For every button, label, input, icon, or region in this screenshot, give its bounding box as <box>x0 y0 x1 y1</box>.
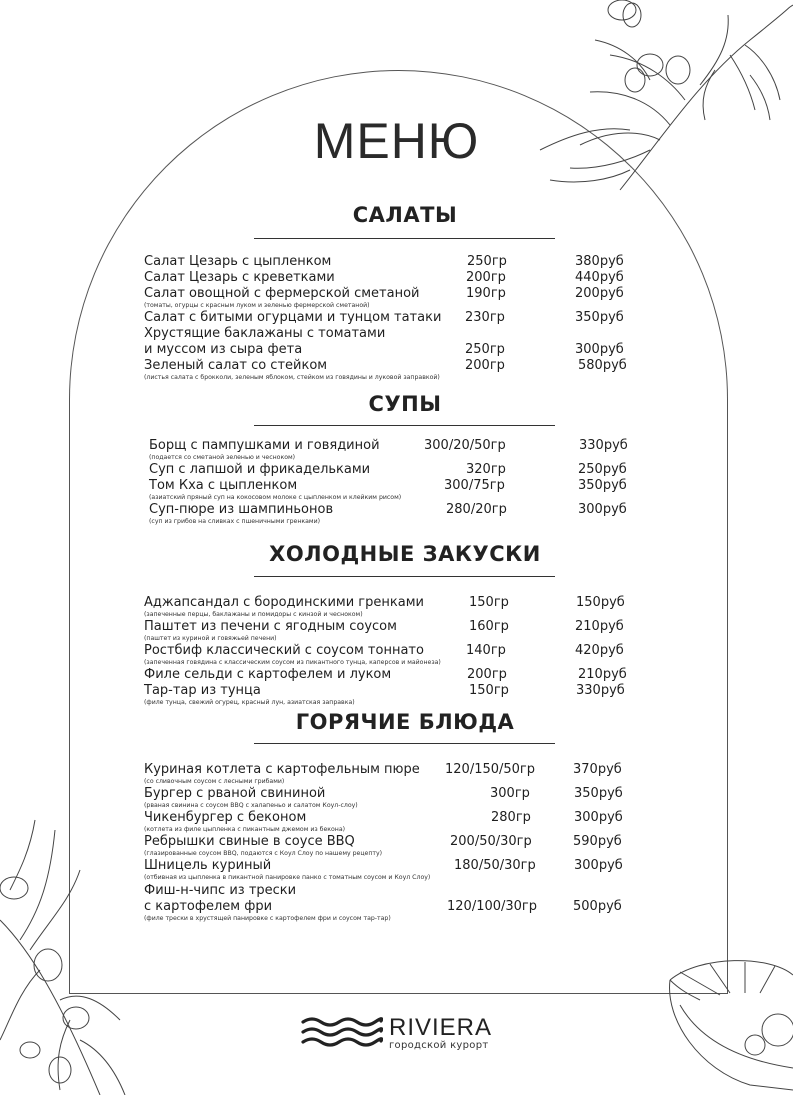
section-title-hot-dishes: ГОРЯЧИЕ БЛЮДА <box>295 710 515 734</box>
item-price: 580руб <box>578 358 627 373</box>
item-name: Ребрышки свиные в соусе BBQ <box>144 834 355 849</box>
item-weight: 150гр <box>469 683 509 698</box>
item-description: (паштет из куриной и говяжьей печени) <box>144 635 277 642</box>
item-description: (филе трески в хрустящей панировке с картофелем фри и соусом тар-тар) <box>144 915 391 922</box>
item-name: Борщ с пампушками и говядиной <box>149 438 380 453</box>
item-weight: 300/20/50гр <box>424 438 506 453</box>
item-name: Филе сельди с картофелем и луком <box>144 667 392 682</box>
item-weight: 250гр <box>465 342 505 357</box>
item-price: 250руб <box>578 462 627 477</box>
item-description: (отбивная из цыпленка в пикантной панировке панко с томатным соусом и Коул Слоу) <box>144 874 431 881</box>
item-price: 300руб <box>578 502 627 517</box>
item-weight: 120/100/30гр <box>447 899 538 914</box>
brand-name: RIVIERA <box>389 1014 493 1041</box>
item-price: 370руб <box>573 762 622 777</box>
item-weight: 300/75гр <box>444 478 505 493</box>
item-weight: 200гр <box>466 270 506 285</box>
orange-slice-illustration <box>660 960 793 1095</box>
item-description: (томаты, огурцы с красным луком и зеленью фермерской сметаной) <box>144 302 370 309</box>
item-price: 420руб <box>575 643 624 658</box>
item-description: (подается со сметаной зеленью и чесноком) <box>149 454 296 461</box>
item-weight: 120/150/50гр <box>445 762 536 777</box>
item-weight: 300гр <box>490 786 530 801</box>
item-price: 590руб <box>573 834 622 849</box>
item-weight: 200гр <box>465 358 505 373</box>
item-weight: 200гр <box>467 667 507 682</box>
item-name: Тар-тар из тунца <box>144 683 261 698</box>
section-title-salads: САЛАТЫ <box>352 203 458 227</box>
item-name: Аджапсандал с бородинскими гренками <box>144 595 424 610</box>
riviera-waves-logo-icon <box>301 1016 383 1050</box>
item-weight: 200/50/30гр <box>450 834 532 849</box>
item-name: Паштет из печени с ягодным соусом <box>144 619 397 634</box>
item-description: (со сливочным соусом с лесными грибами) <box>144 778 285 785</box>
item-price: 200руб <box>575 286 624 301</box>
item-description: (глазированные соусом BBQ, подаются с Коул Слоу по нашему рецепту) <box>144 850 383 857</box>
item-price: 350руб <box>575 310 624 325</box>
item-description: (запеченные перцы, баклажаны и помидоры с кинзой и чесноком) <box>144 611 363 618</box>
item-name: Куриная котлета с картофельным пюре <box>144 762 420 777</box>
item-name: Зеленый салат со стейком <box>144 358 328 373</box>
item-price: 300руб <box>574 810 623 825</box>
item-name: Салат Цезарь с креветками <box>144 270 335 285</box>
item-weight: 320гр <box>466 462 506 477</box>
item-weight: 160гр <box>469 619 509 634</box>
item-name: Шницель куриный <box>144 858 272 873</box>
item-weight: 280/20гр <box>446 502 507 517</box>
item-price: 300руб <box>574 858 623 873</box>
item-name: Бургер с рваной свининой <box>144 786 326 801</box>
item-name: Суп-пюре из шампиньонов <box>149 502 334 517</box>
item-name: Ростбиф классический с соусом тоннато <box>144 643 424 658</box>
item-name: Чикенбургер с беконом <box>144 810 307 825</box>
item-name-continued: с картофелем фри <box>144 899 273 914</box>
brand-subtitle: городской курорт <box>389 1040 489 1051</box>
item-description: (котлета из филе цыпленка с пикантным джемом из бекона) <box>144 826 346 833</box>
item-price: 150руб <box>576 595 625 610</box>
menu-title: МЕНЮ <box>313 113 480 169</box>
section-divider <box>254 238 555 239</box>
section-divider <box>254 425 555 426</box>
item-description: (запеченная говядина с классическим соусом из пикантного тунца, каперсов и майонеза) <box>144 659 441 666</box>
section-divider <box>254 576 555 577</box>
item-price: 330руб <box>579 438 628 453</box>
item-price: 330руб <box>576 683 625 698</box>
item-description: (филе тунца, свежий огурец, красный лун, азиатская заправка) <box>144 699 355 706</box>
frame-bottom-line <box>69 993 728 994</box>
item-description: (листья салата с брокколи, зеленым яблоком, стейком из говядины и луковой заправкой) <box>144 374 440 381</box>
olive-branch-bottom-left-illustration <box>0 800 140 1095</box>
item-name: Хрустящие баклажаны с томатами <box>144 326 386 341</box>
section-title-cold-starters: ХОЛОДНЫЕ ЗАКУСКИ <box>269 542 541 566</box>
item-name: Салат с битыми огурцами и тунцом татаки <box>144 310 442 325</box>
item-name-continued: и муссом из сыра фета <box>144 342 303 357</box>
item-weight: 230гр <box>465 310 505 325</box>
item-price: 210руб <box>578 667 627 682</box>
item-price: 350руб <box>574 786 623 801</box>
item-price: 380руб <box>575 254 624 269</box>
item-weight: 280гр <box>491 810 531 825</box>
item-weight: 250гр <box>467 254 507 269</box>
item-price: 300руб <box>575 342 624 357</box>
item-weight: 190гр <box>466 286 506 301</box>
item-weight: 180/50/30гр <box>454 858 536 873</box>
item-name: Салат овощной с фермерской сметаной <box>144 286 420 301</box>
item-weight: 150гр <box>469 595 509 610</box>
item-description: (азиатский пряный суп на кокосовом молоке с цыпленком и клейким рисом) <box>149 494 402 501</box>
item-name: Том Кха с цыпленком <box>149 478 298 493</box>
item-price: 500руб <box>573 899 622 914</box>
item-description: (суп из грибов на сливках с пшеничными гренками) <box>149 518 321 525</box>
olive-branch-top-right-illustration <box>500 0 793 200</box>
item-weight: 140гр <box>466 643 506 658</box>
item-price: 440руб <box>575 270 624 285</box>
section-title-soups: СУПЫ <box>368 392 442 416</box>
item-name: Суп с лапшой и фрикадельками <box>149 462 371 477</box>
item-description: (рваная свинина с соусом BBQ с халапеньо и салатом Коул-слоу) <box>144 802 358 809</box>
item-name: Фиш-н-чипс из трески <box>144 883 297 898</box>
item-name: Салат Цезарь с цыпленком <box>144 254 332 269</box>
item-price: 210руб <box>575 619 624 634</box>
item-price: 350руб <box>578 478 627 493</box>
section-divider <box>254 743 555 744</box>
